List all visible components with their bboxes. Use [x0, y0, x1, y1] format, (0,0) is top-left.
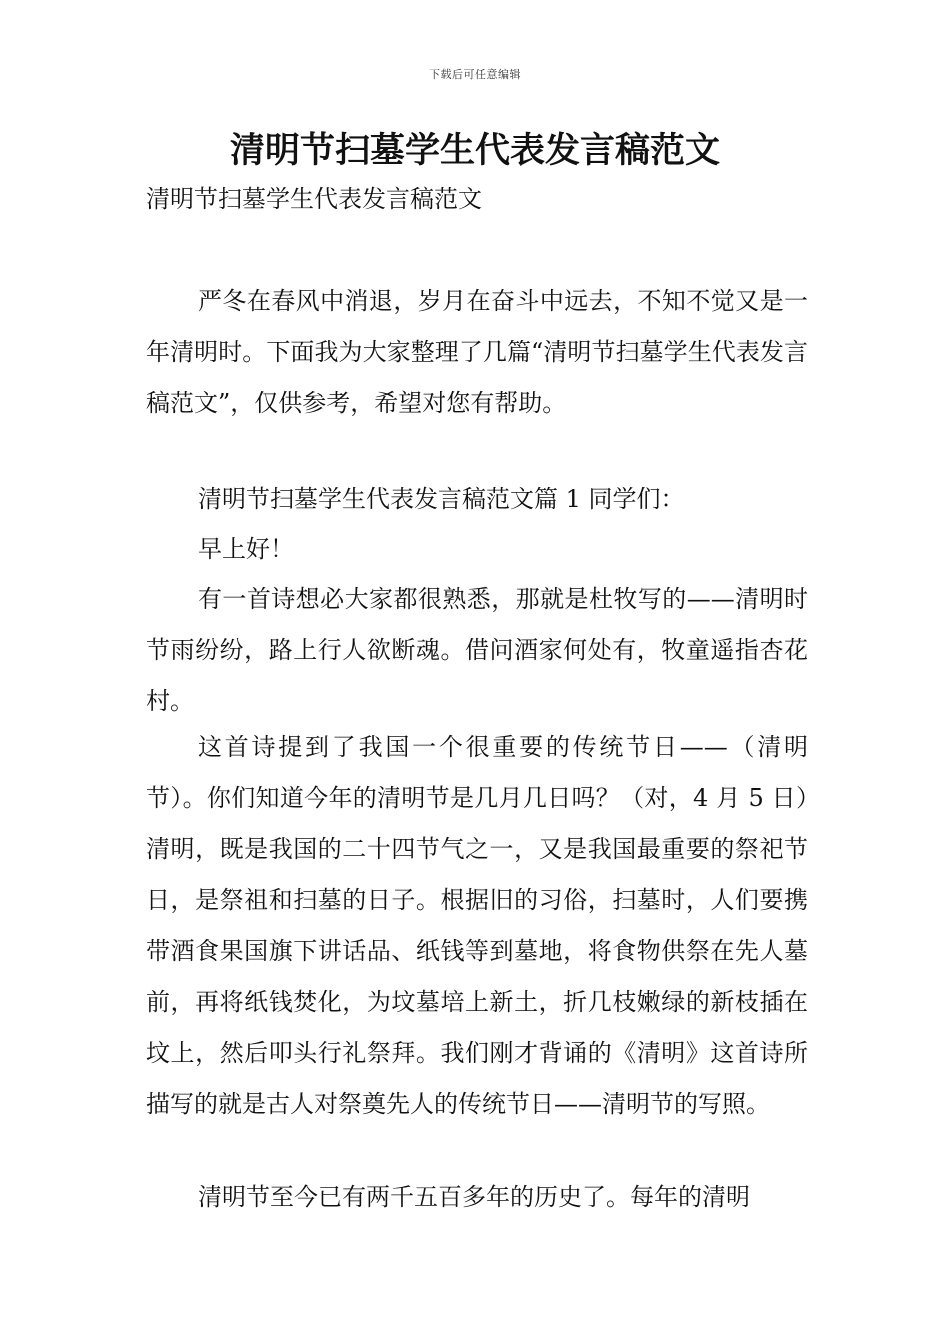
poem-paragraph: 有一首诗想必大家都很熟悉，那就是杜牧写的——清明时节雨纷纷，路上行人欲断魂。借问酒家何处有，牧童遥指杏花村。 [146, 585, 808, 715]
history-paragraph: 清明节至今已有两千五百多年的历史了。每年的清明 [198, 1183, 750, 1211]
festival-paragraph: 这首诗提到了我国一个很重要的传统节日——（清明节）。你们知道今年的清明节是几月几日吗？（对，4 月 5 日）清明，既是我国的二十四节气之一，又是我国最重要的祭祀节日，是祭祖和扫墓的日子。根据旧的习俗，扫墓时，人们要携带酒食果国旗下讲话品、纸钱等到墓地，将食物供祭在先人墓前，再将纸钱焚化，为坟墓培上新土，折几枝嫩绿的新枝插在坟上，然后叩头行礼祭拜。我们刚才背诵的《清明》这首诗所描写的就是古人对祭奠先人的传统节日——清明节的写照。 [146, 733, 808, 1118]
document-title: 清明节扫墓学生代表发言稿范文 [229, 131, 720, 171]
section-heading-paragraph: 清明节扫墓学生代表发言稿范文篇 1 同学们： [198, 485, 685, 513]
greeting-paragraph: 早上好！ [198, 535, 294, 563]
intro-paragraph: 严冬在春风中消退，岁月在奋斗中远去，不知不觉又是一年清明时。下面我为大家整理了几篇“清明节扫墓学生代表发言稿范文”，仅供参考，希望对您有帮助。 [146, 287, 808, 417]
header-note: 下载后可任意编辑 [429, 68, 521, 81]
document-subtitle: 清明节扫墓学生代表发言稿范文 [146, 185, 482, 213]
